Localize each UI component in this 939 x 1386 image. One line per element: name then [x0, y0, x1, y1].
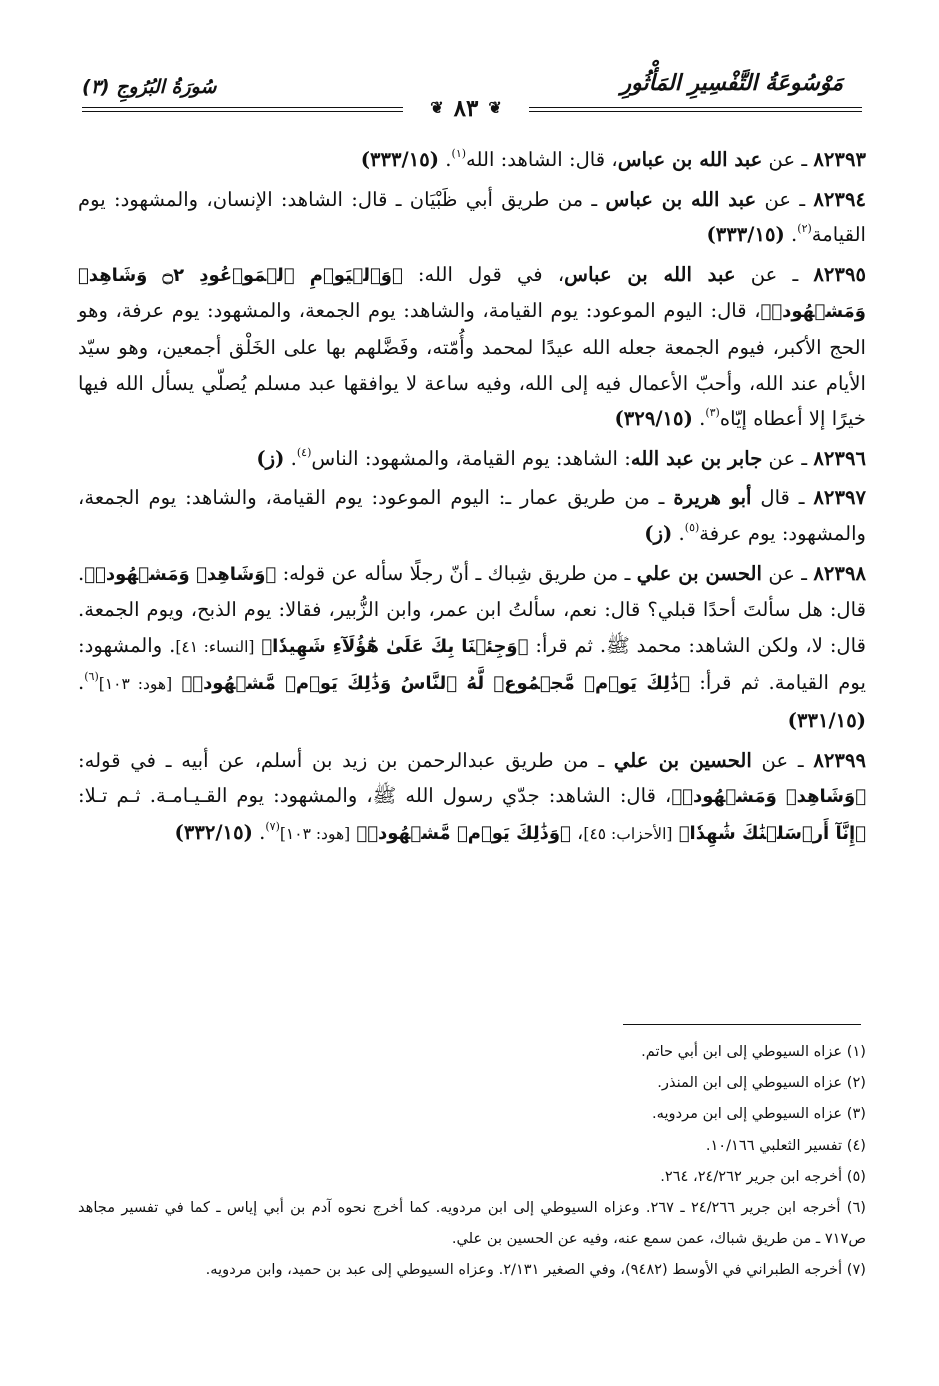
quran-verse: ﴿وَجِئۡنَا بِكَ عَلَىٰ هَٰٓؤُلَآءِ شَهِيدٗا﴾ [261, 635, 529, 657]
entry-text: : الشاهد: يوم القيامة، والمشهود: الناس [311, 446, 631, 470]
entry-number: ٨٢٣٩٩ [813, 748, 866, 772]
entry-text: . قال: هل سألتَ أحدًا قبلي؟ قال: نعم، سألتُ ابن عمر، وابن الزُّبير، فقالا: يوم الذبح، ويوم الجمعة. قال: لا، ولكن الشاهد: محمد ﷺ. ثم قرأ: [78, 561, 866, 657]
footnote-marker: (٤) [296, 445, 312, 459]
entry-text: ـ من طريق أبي ظَبْيَان ـ قال: الشاهد: الإنسان، والمشهود: يوم القيامة [78, 187, 866, 247]
entry-82395: ٨٢٣٩٥ ـ عن عبد الله بن عباس، في قول الله: ﴿وَٱلۡيَوۡمِ ٱلۡمَوۡعُودِ ۝٢ وَشَاهِدٖ وَمَشۡهُودٖ﴾، قال: اليوم الموعود: يوم القيامة، والشاهد: يوم الجمعة، والمشهود: يوم عرفة، وهو الحج الأكبر، فيوم الجمعة جعله الله عيدًا لمحمد وأُمّته، وفَضَّلهم بها على الخَلْق أجمعين، وهو سيّد الأيام عند الله، وأحبّ الأعمال فيه إلى الله، وفيه ساعة لا يوافقها عبد مسلم يُصلّي يسأل الله فيها خيرًا إلا أعطاه إيّاه$^{(٣)}$. (٣٢٩/١٥) [78, 262, 866, 431]
quran-verse: ﴿وَشَاهِدٖ وَمَشۡهُودٖ﴾ [671, 786, 867, 808]
footnote-marker: (٧) [265, 819, 280, 833]
verse-reference: [الأحزاب: ٤٥] [583, 824, 673, 843]
entry-text: ، قال: الشاهد: جدّي رسول الله ﷺ، والمشهود: يوم القـيـامـة. ثـم تـلا: [78, 784, 672, 808]
footnote-marker: (٣) [705, 406, 720, 420]
narrator: عبد الله بن عباس [564, 262, 736, 286]
footnotes [78, 1036, 866, 1346]
source-reference: (٣٣٣/١٥) [706, 223, 785, 247]
narrator: عبد الله بن عباس [617, 148, 763, 171]
source-reference: (٣٣١/١٥) [787, 708, 866, 732]
quran-verse: ﴿وَشَاهِدٖ وَمَشۡهُودٖ﴾ [84, 563, 277, 585]
footnote-3: (٣) عزاه السيوطي إلى ابن مردويه. [652, 1105, 866, 1123]
footnote-4: (٤) تفسير الثعلبي ١٠/١٦٦. [705, 1136, 866, 1154]
quran-verse: ﴿ذَٰلِكَ يَوۡمٞ مَّجۡمُوعٞ لَّهُ ٱلنَّاسُ وَذَٰلِكَ يَوۡمٞ مَّشۡهُودٞ﴾ [181, 673, 690, 695]
footnote-marker: (٦) [84, 670, 99, 684]
narrator: جابر بن عبد الله [630, 446, 763, 470]
footnote-marker: (٥) [684, 520, 700, 534]
entry-82393: ٨٢٣٩٣ ـ عن عبد الله بن عباس، قال: الشاهد: الله$^{(١)}$. (٣٣٣/١٥) [360, 147, 866, 171]
entry-text-lead: ـ من طريق عبدالرحمن بن زيد بن أسلم، عن أبيه ـ في قوله: [78, 748, 605, 772]
entry-text: ، قال: اليوم الموعود: يوم القيامة، والشاهد: يوم الجمعة، والمشهود: يوم عرفة، وهو الحج الأكبر، فيوم الجمعة جعله الله عيدًا لمحمد وأُمّته، وفَضَّلهم بها على الخَلْق أجمعين، وهو سيّد الأيام عند الله، وأحبّ الأعمال فيه إلى الله، وفيه ساعة لا يوافقها عبد مسلم يُصلّي يسأل الله فيها خيرًا إلا أعطاه إيّاه [78, 299, 866, 431]
footnote-1: (١) عزاه السيوطي إلى ابن أبي حاتم. [641, 1043, 866, 1060]
main-text [78, 142, 866, 1022]
entry-text-lead: ، في قول الله: [402, 262, 565, 286]
surah-title: سُورَةُ البُرُوجِ (٣) [82, 76, 217, 98]
footnote-2: (٢) عزاه السيوطي إلى ابن المنذر. [657, 1074, 866, 1092]
verse-reference: [هود: ١٠٣] [279, 824, 351, 843]
narrator: عبد الله بن عباس [605, 187, 757, 211]
verse-reference: [النساء: ٤١] [175, 637, 255, 656]
entry-82397: ٨٢٣٩٧ ـ قال أبو هريرة ـ من طريق عمار ـ: اليوم الموعود: يوم القيامة، والشاهد: يوم الجمعة، والمشهود: يوم عرفة$^{(٥)}$. (ز) [78, 486, 867, 545]
entry-text: ـ من طريق عمار ـ: اليوم الموعود: يوم القيامة، والشاهد: يوم الجمعة، والمشهود: يوم عرفة [78, 486, 866, 545]
footnote-marker: (٢) [797, 222, 812, 236]
narrator: الحسين بن علي [613, 748, 752, 772]
entry-text: . والمشهود: يوم القيامة. ثم قرأ: [78, 633, 866, 695]
entry-text: ، قال: الشاهد: الله [466, 148, 618, 171]
entry-text-lead: ـ من طريق شِباك ـ أنّ رجلًا سأله عن قوله: [276, 561, 631, 585]
quran-verse: ﴿إِنَّآ أَرۡسَلۡنَٰكَ شَٰهِدٗا﴾ [678, 822, 866, 844]
verse-reference: [هود: ١٠٣] [98, 675, 173, 694]
entry-82398: ٨٢٣٩٨ ـ عن الحسن بن علي ـ من طريق شِباك ـ أنّ رجلًا سأله عن قوله: ﴿وَشَاهِدٖ وَمَشۡهُودٖ﴾. قال: هل سألتَ أحدًا قبلي؟ قال: نعم، سألتُ ابن عمر، وابن الزُّبير، فقالا: يوم الذبح، ويوم الجمعة. قال: لا، ولكن الشاهد: محمد ﷺ. ثم قرأ: ﴿وَجِئۡنَا بِكَ عَلَىٰ هَٰٓؤُلَآءِ شَهِيدٗا﴾ [النساء: ٤١]. والمشهود: يوم القيامة. ثم قرأ: ﴿ذَٰلِكَ يَوۡمٞ مَّجۡمُوعٞ لَّهُ ٱلنَّاسُ وَذَٰلِكَ يَوۡمٞ مَّشۡهُودٞ﴾ [هود: ١٠٣]$^{(٦)}$. (٣٣١/١٥) [78, 561, 866, 732]
ornament-right-icon: ❦ [488, 98, 502, 117]
entry-number: ٨٢٣٩٣ [813, 148, 866, 171]
source-reference: (٣٣٢/١٥) [174, 820, 253, 844]
footnote-5: (٥) أخرجه ابن جرير ٢٤/٢٦٢، ٢٦٤. [660, 1167, 866, 1185]
entry-number: ٨٢٣٩٧ [813, 486, 867, 510]
footnote-separator [623, 1024, 861, 1025]
page-number: ٨٣ [453, 94, 479, 122]
narrator: أبو هريرة [673, 486, 752, 510]
entry-number: ٨٢٣٩٤ [813, 187, 866, 211]
entry-82396: ٨٢٣٩٦ ـ عن جابر بن عبد الله: الشاهد: يوم القيامة، والمشهود: الناس$^{(٤)}$. (ز) [256, 445, 866, 470]
quran-verse: ﴿وَذَٰلِكَ يَوۡمٞ مَّشۡهُودٞ﴾ [356, 822, 571, 844]
quran-verse: ﴿وَٱلۡيَوۡمِ ٱلۡمَوۡعُودِ ۝٢ وَشَاهِدٖ وَمَشۡهُودٖ﴾ [78, 264, 866, 323]
entry-number: ٨٢٣٩٦ [813, 446, 866, 470]
source-reference: (٣٢٩/١٥) [614, 407, 693, 431]
separator: ، [570, 820, 584, 844]
narrator: الحسن بن علي [636, 561, 762, 585]
series-title: مَوْسُوعَةُ التَّفْسِيرِ المَأْثُورِ [620, 71, 843, 96]
entry-number: ٨٢٣٩٨ [813, 561, 866, 585]
source-reference: (٣٣٣/١٥) [360, 148, 440, 171]
source-reference: (ز) [256, 446, 285, 470]
footnote-6: (٦) أخرجه ابن جرير ٢٤/٢٦٦ ـ ٢٦٧. وعزاه السيوطي إلى ابن مردويه. كما أخرج نحوه آدم بن أبي إياس ـ كما في تفسير مجاهد ص٧١٧ ـ من طريق شباك، عمن سمع عنه، وفيه عن الحسين بن علي. [78, 1199, 866, 1248]
entry-82399: ٨٢٣٩٩ ـ عن الحسين بن علي ـ من طريق عبدالرحمن بن زيد بن أسلم، عن أبيه ـ في قوله: ﴿وَشَاهِدٖ وَمَشۡهُودٖ﴾، قال: الشاهد: جدّي رسول الله ﷺ، والمشهود: يوم القـيـامـة. ثـم تـلا: ﴿إِنَّآ أَرۡسَلۡنَٰكَ شَٰهِدٗا﴾ [الأحزاب: ٤٥]، ﴿وَذَٰلِكَ يَوۡمٞ مَّشۡهُودٞ﴾ [هود: ١٠٣]$^{(٧)}$. (٣٣٢/١٥) [78, 748, 867, 844]
ornament-left-icon: ❦ [430, 98, 444, 117]
footnote-marker: (١) [451, 147, 467, 160]
entry-82394: ٨٢٣٩٤ ـ عن عبد الله بن عباس ـ من طريق أبي ظَبْيَان ـ قال: الشاهد: الإنسان، والمشهود: يوم القيامة$^{(٢)}$. (٣٣٣/١٥) [78, 187, 866, 247]
source-reference: (ز) [644, 521, 673, 545]
footnote-7: (٧) أخرجه الطبراني في الأوسط (٩٤٨٢)، وفي الصغير ٢/١٣١. وعزاه السيوطي إلى عبد بن حميد، وابن مردويه. [205, 1261, 866, 1279]
entry-number: ٨٢٣٩٥ [813, 262, 866, 286]
page-number-block [403, 92, 529, 124]
